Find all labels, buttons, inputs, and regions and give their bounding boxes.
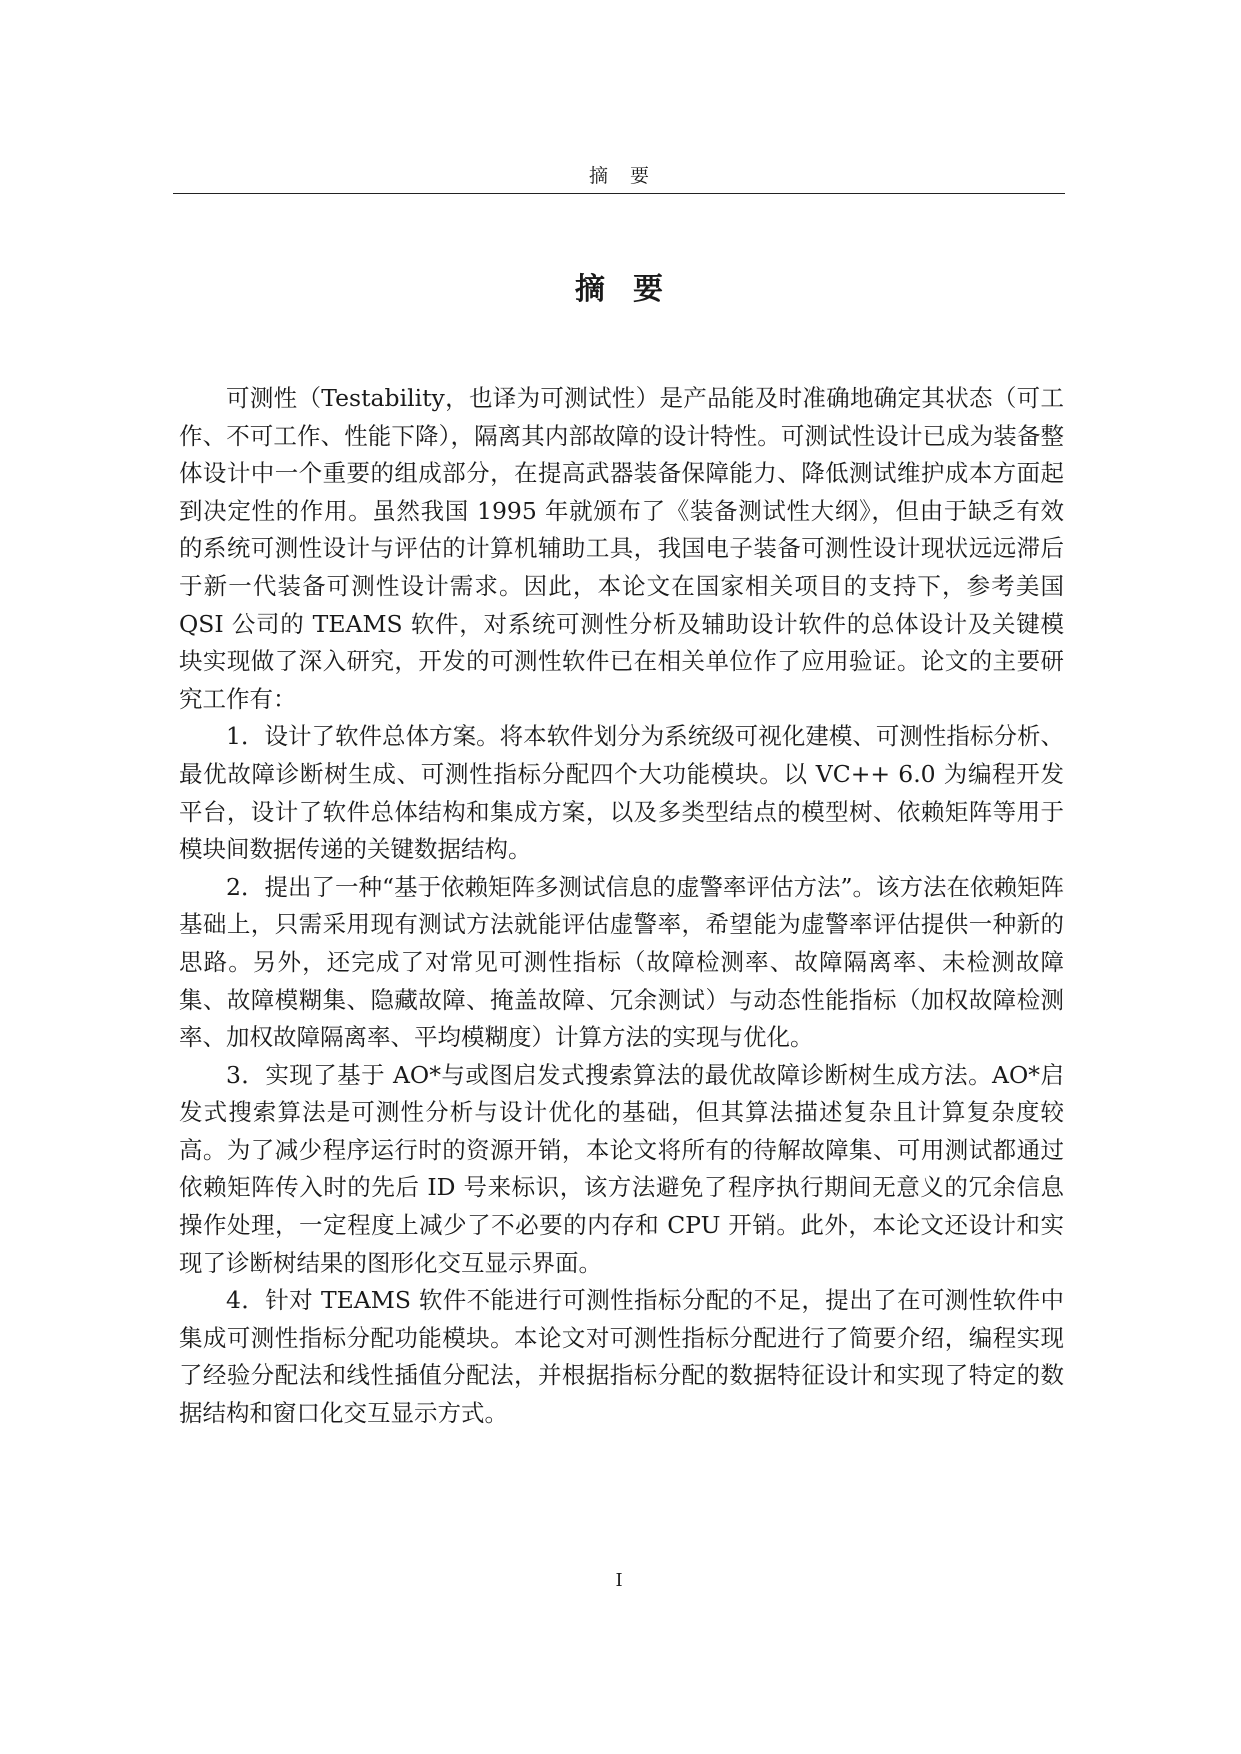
header-rule [173,193,1065,194]
abstract-paragraph-item-1: 1．设计了软件总体方案。将本软件划分为系统级可视化建模、可测性指标分析、最优故障诊断树生成、可测性指标分配四个大功能模块。以 VC++ 6.0 为编程开发平台，设计了软件总体结构和集成方案，以及多类型结点的模型树、依赖矩阵等用于模块间数据传递的关键数据结构。 [179,722,1064,864]
page-number: I [615,1570,623,1591]
abstract-paragraph-item-3: 3．实现了基于 AO*与或图启发式搜索算法的最优故障诊断树生成方法。AO*启发式搜索算法是可测性分析与设计优化的基础，但其算法描述复杂且计算复杂度较高。为了减少程序运行时的资源开销，本论文将所有的待解故障集、可用测试都通过依赖矩阵传入时的先后 ID 号来标识，该方法避免了程序执行期间无意义的冗余信息操作处理，一定程度上减少了不必要的内存和 CPU 开销。此外，本论文还设计和实现了诊断树结果的图形化交互显示界面。 [179,1060,1064,1277]
abstract-paragraph-intro: 可测性（Testability，也译为可测试性）是产品能及时准确地确定其状态（可工作、不可工作、性能下降），隔离其内部故障的设计特性。可测试性设计已成为装备整体设计中一个重要的组成部分，在提高武器装备保障能力、降低测试维护成本方面起到决定性的作用。虽然我国 1995 年就颁布了《装备测试性大纲》，但由于缺乏有效的系统可测性设计与评估的计算机辅助工具，我国电子装备可测性设计现状远远滞后于新一代装备可测性设计需求。因此，本论文在国家相关项目的支持下，参考美国 QSI 公司的 TEAMS 软件，对系统可测性分析及辅助设计软件的总体设计及关键模块实现做了深入研究，开发的可测性软件已在相关单位作了应用验证。论文的主要研究工作有： [179,384,1064,713]
running-header: 摘要 [588,165,671,187]
page-title: 摘要 [575,272,691,307]
abstract-body [179,380,1064,1433]
abstract-paragraph-item-2: 2．提出了一种“基于依赖矩阵多测试信息的虚警率评估方法”。该方法在依赖矩阵基础上，只需采用现有测试方法就能评估虚警率，希望能为虚警率评估提供一种新的思路。另外，还完成了对常见可测性指标（故障检测率、故障隔离率、未检测故障集、故障模糊集、隐藏故障、掩盖故障、冗余测试）与动态性能指标（加权故障检测率、加权故障隔离率、平均模糊度）计算方法的实现与优化。 [179,872,1064,1052]
abstract-paragraph-item-4: 4．针对 TEAMS 软件不能进行可测性指标分配的不足，提出了在可测性软件中集成可测性指标分配功能模块。本论文对可测性指标分配进行了简要介绍，编程实现了经验分配法和线性插值分配法，并根据指标分配的数据特征设计和实现了特定的数据结构和窗口化交互显示方式。 [179,1286,1064,1428]
